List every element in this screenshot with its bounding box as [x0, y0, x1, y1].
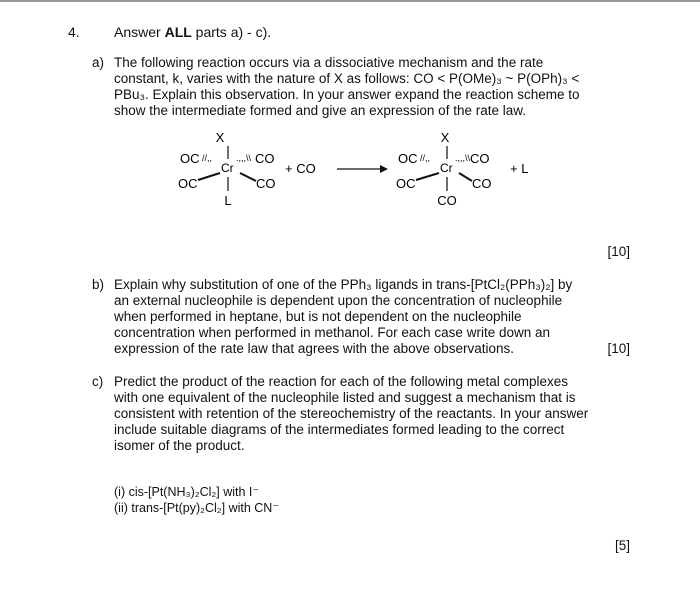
plus-co: + CO [285, 161, 316, 176]
part-c-item: (i) cis-[Pt(NH₃)₂Cl₂] with I⁻ [114, 485, 259, 499]
part-b-marks: [10] [607, 341, 630, 356]
part-a-line: The following reaction occurs via a dissociative mechanism and the rate [114, 55, 544, 70]
product-left-up-ligand: OC [398, 151, 418, 166]
part-a-line: constant, k, varies with the nature of X as follows: CO < P(OMe)₃ ~ P(OPh)₃ < [114, 71, 580, 86]
part-b-text [114, 277, 604, 357]
plus-l: + L [510, 161, 529, 176]
header-pre: Answer [114, 24, 165, 40]
part-c-line: include suitable diagrams of the intermediates formed leading to the correct [114, 422, 565, 437]
reactant-hash-right: .,,,\\ [236, 153, 252, 163]
reactant-wedge-left [198, 173, 220, 180]
part-b-line: an external nucleophile is dependent upon the concentration of nucleophile [114, 293, 563, 308]
part-c-line: Predict the product of the reaction for each of the following metal complexes [114, 374, 568, 389]
product-top-ligand: X [440, 130, 450, 145]
reactant-left-up-ligand: OC [180, 151, 200, 166]
part-c-items [114, 484, 604, 516]
product-wedge-right [459, 173, 472, 181]
header-bold: ALL [164, 24, 192, 40]
question-number: 4. [68, 24, 80, 40]
product-hash-right: .,,,\\ [455, 153, 471, 163]
part-b-line: Explain why substitution of one of the PPh₃ ligands in trans-[PtCl₂(PPh₃)₂] by [114, 277, 573, 292]
part-c-marks: [5] [614, 538, 630, 553]
reaction-scheme [160, 125, 580, 215]
product-hash-left: //,, [420, 153, 431, 163]
part-a-marks: [10] [607, 244, 630, 259]
part-b-line: concentration when performed in methanol. For each case write down an [114, 325, 550, 340]
part-c-line: with one equivalent of the nucleophile listed and suggest a mechanism that is [114, 390, 576, 405]
part-c-label: c) [92, 374, 104, 389]
reactant-right-down-ligand: CO [256, 176, 276, 191]
reactant-right-up-ligand: CO [255, 151, 275, 166]
part-a-text [114, 55, 604, 119]
reactant-left-down-ligand: OC [178, 176, 198, 191]
reactant-complex [178, 130, 276, 208]
reactant-wedge-right [240, 173, 256, 181]
header-post: parts a) - c). [191, 24, 272, 40]
product-wedge-left [416, 173, 439, 180]
part-a-line: show the intermediate formed and give an expression of the rate law. [114, 103, 526, 118]
reactant-top-ligand: X [215, 130, 225, 145]
product-bottom-ligand: CO [437, 193, 457, 208]
part-b-line: expression of the rate law that agrees with the above observations. [114, 341, 514, 356]
part-c-item: (ii) trans-[Pt(py)₂Cl₂] with CN⁻ [114, 501, 279, 515]
part-c-line: isomer of the product. [114, 438, 245, 453]
top-border [0, 0, 700, 2]
part-b-label: b) [92, 277, 105, 292]
product-right-up-ligand: CO [470, 151, 490, 166]
product-complex [396, 130, 492, 208]
product-right-down-ligand: CO [472, 176, 492, 191]
part-c-line: consistent with retention of the stereochemistry of the reactants. In your answer [114, 406, 589, 421]
part-b-line: when performed in heptane, but is not dependent on the nucleophile [114, 309, 522, 324]
reactant-bottom-ligand: L [224, 193, 232, 208]
part-a-line: PBu₃. Explain this observation. In your answer expand the reaction scheme to [114, 87, 580, 102]
product-metal: Cr [440, 161, 453, 175]
product-left-down-ligand: OC [396, 176, 416, 191]
part-a-label: a) [92, 55, 105, 70]
question-header [114, 24, 271, 40]
reactant-metal: Cr [221, 161, 234, 175]
reaction-arrow [337, 165, 388, 173]
part-c-text [114, 374, 604, 454]
reactant-hash-left: //,, [202, 153, 213, 163]
